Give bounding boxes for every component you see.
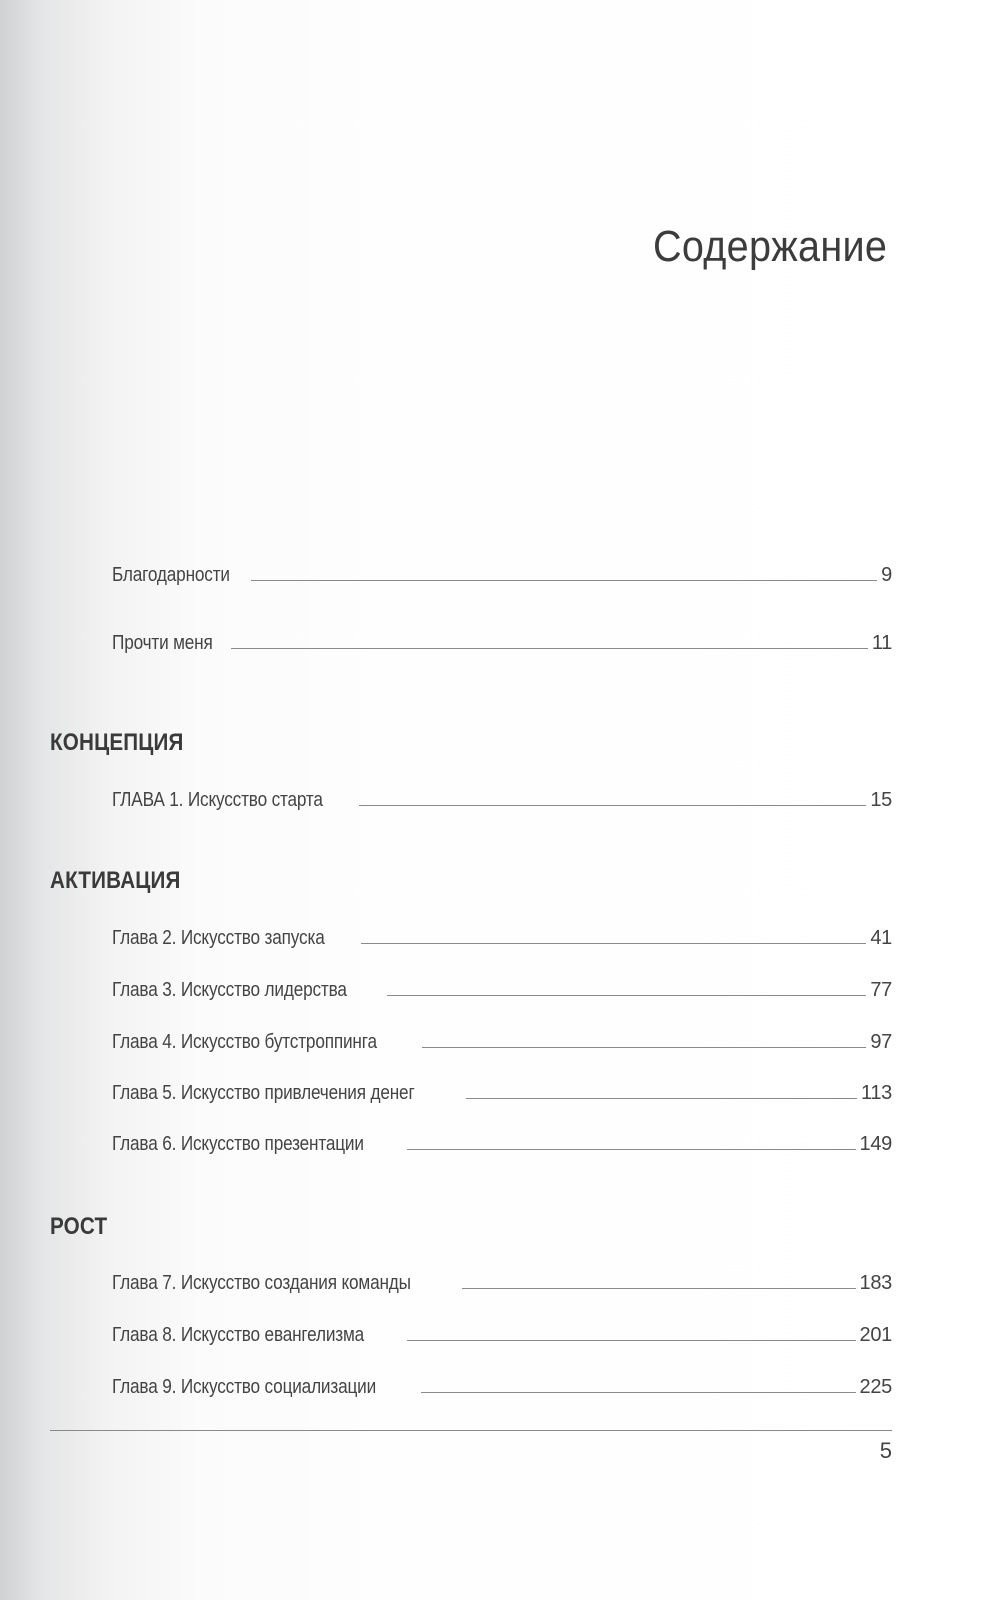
- toc-entry-chapter-4[interactable]: [112, 1024, 892, 1054]
- dot-leader: [422, 1047, 866, 1048]
- toc-entry-label: Глава 3. Искусство лидерства: [112, 979, 347, 1001]
- dot-leader: [387, 995, 866, 996]
- toc-entry-chapter-5[interactable]: [112, 1075, 892, 1105]
- toc-entry-label: Глава 4. Искусство бутстроппинга: [112, 1031, 377, 1053]
- toc-entry-page: 77: [870, 979, 892, 1001]
- toc-entry-label: ГЛАВА 1. Искусство старта: [112, 789, 323, 811]
- dot-leader: [361, 943, 866, 944]
- toc-entry-label: Глава 6. Искусство презентации: [112, 1133, 364, 1155]
- toc-entry-page: 9: [881, 564, 892, 586]
- toc-entry-acknowledgements[interactable]: [112, 557, 892, 587]
- toc-entry-page: 97: [870, 1031, 892, 1053]
- toc-entry-label: Глава 9. Искусство социализации: [112, 1376, 377, 1398]
- dot-leader: [407, 1340, 855, 1341]
- dot-leader: [407, 1149, 856, 1150]
- toc-entry-label: Глава 2. Искусство запуска: [112, 927, 325, 949]
- dot-leader: [466, 1098, 857, 1099]
- toc-entry-label: Глава 7. Искусство создания команды: [112, 1272, 411, 1294]
- toc-entry-page: 201: [859, 1324, 892, 1346]
- toc-entry-label: Глава 8. Искусство евангелизма: [112, 1324, 365, 1346]
- toc-entry-page: 113: [861, 1082, 892, 1104]
- toc-entry-page: 225: [859, 1376, 892, 1398]
- toc-entry-chapter-6[interactable]: [112, 1126, 892, 1156]
- toc-entry-label: Благодарности: [112, 564, 230, 586]
- toc-entry-page: 149: [859, 1133, 892, 1155]
- dot-leader: [231, 648, 868, 649]
- page-title: Содержание: [652, 222, 887, 271]
- dot-leader: [251, 580, 877, 581]
- page-number: 5: [879, 1438, 892, 1463]
- section-heading-growth: РОСТ: [50, 1213, 108, 1240]
- dot-leader: [421, 1392, 856, 1393]
- dot-leader: [462, 1288, 856, 1289]
- toc-entry-page: 41: [870, 927, 892, 949]
- footer-rule: [50, 1430, 892, 1431]
- toc-entry-chapter-8[interactable]: [112, 1317, 892, 1347]
- section-heading-concept: КОНЦЕПЦИЯ: [50, 729, 184, 756]
- toc-entry-chapter-2[interactable]: [112, 920, 892, 950]
- dot-leader: [359, 805, 866, 806]
- toc-entry-page: 183: [859, 1272, 892, 1294]
- toc-entry-chapter-1[interactable]: [112, 782, 892, 812]
- toc-entry-label: Прочти меня: [112, 632, 213, 654]
- toc-entry-chapter-7[interactable]: [112, 1265, 892, 1295]
- toc-entry-chapter-9[interactable]: [112, 1369, 892, 1399]
- toc-entry-page: 15: [870, 789, 892, 811]
- toc-entry-page: 11: [871, 632, 892, 654]
- toc-entry-read-me[interactable]: [112, 625, 892, 655]
- toc-entry-label: Глава 5. Искусство привлечения денег: [112, 1082, 415, 1104]
- section-heading-activation: АКТИВАЦИЯ: [50, 867, 181, 894]
- toc-entry-chapter-3[interactable]: [112, 972, 892, 1002]
